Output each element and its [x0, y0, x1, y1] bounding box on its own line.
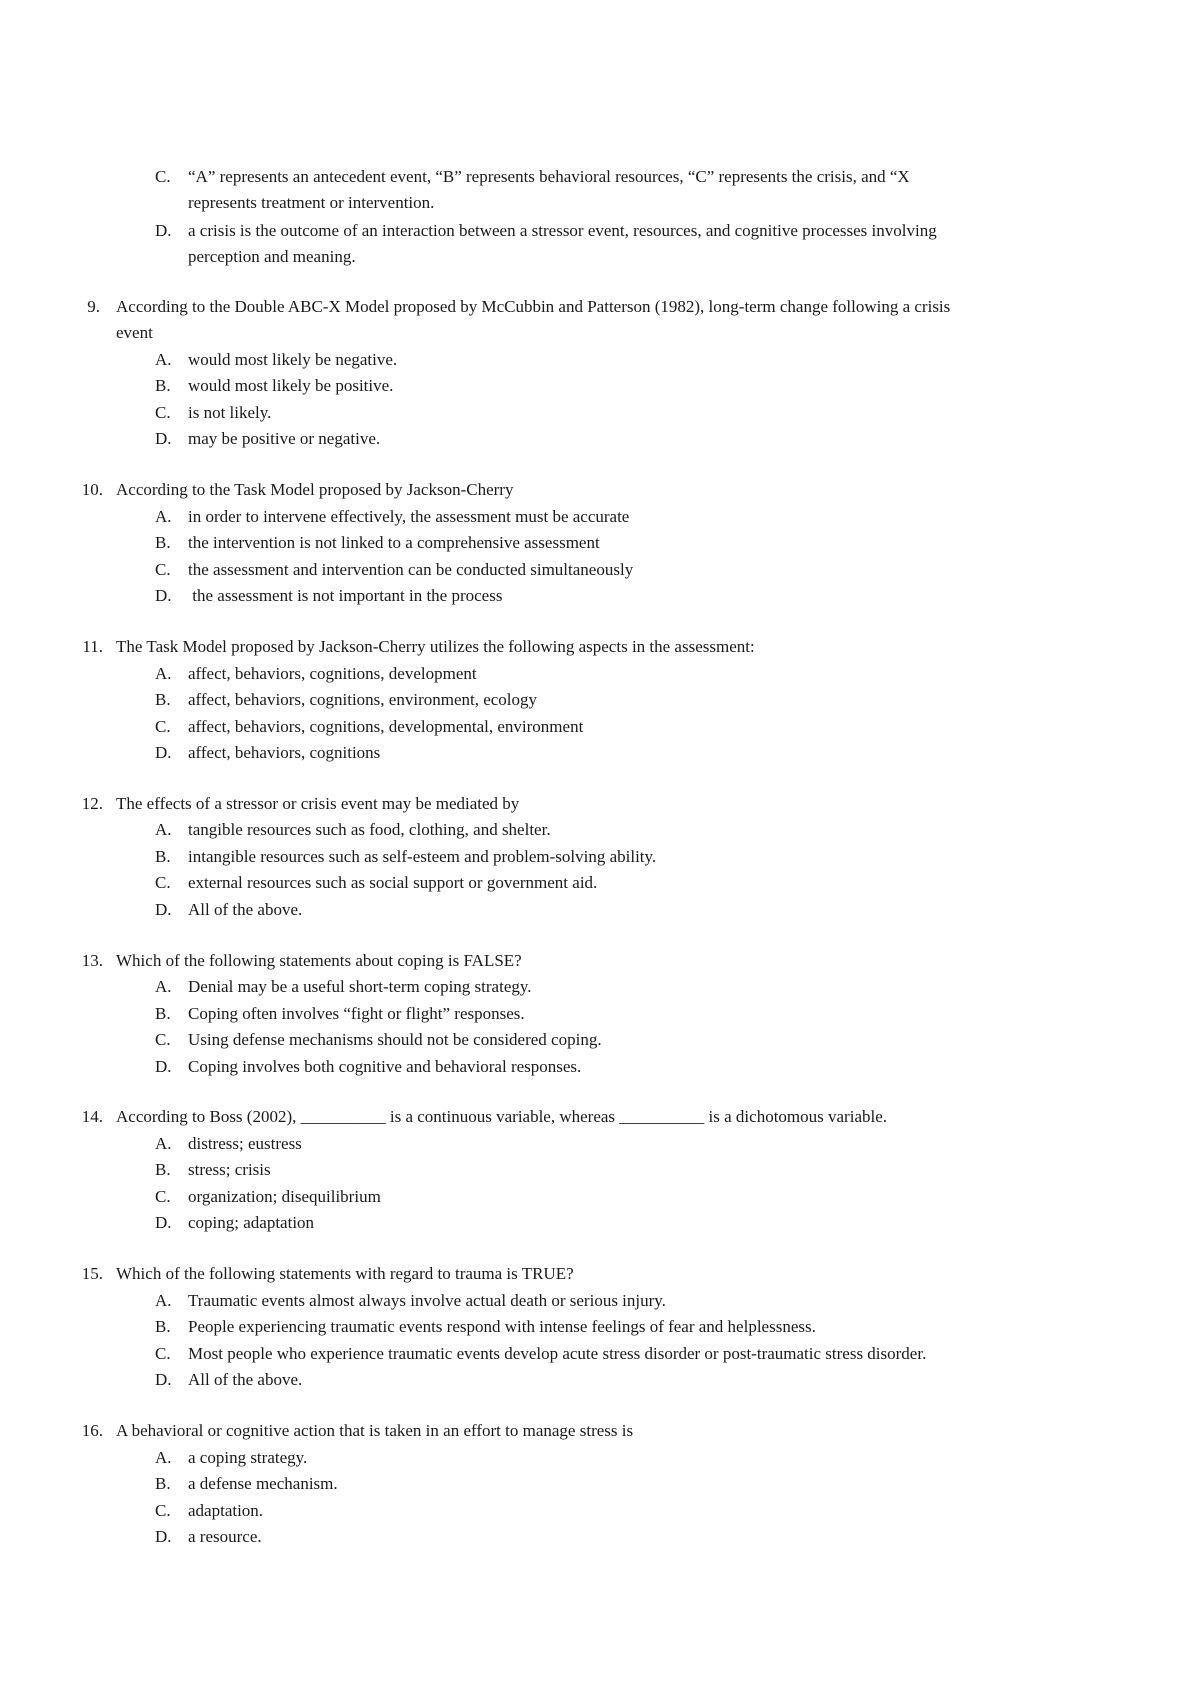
- option-text: Traumatic events almost always involve actual death or serious injury.: [188, 1291, 666, 1310]
- option-text: distress; eustress: [188, 1134, 302, 1153]
- option-text: tangible resources such as food, clothing, and shelter.: [188, 820, 551, 839]
- option-text: represents treatment or intervention.: [188, 193, 435, 212]
- option-letter: B.: [155, 1317, 171, 1336]
- option-letter: C.: [155, 1187, 171, 1206]
- question-number: 13.: [81, 951, 103, 970]
- option-text: adaptation.: [188, 1501, 264, 1520]
- option-letter: A.: [155, 820, 172, 839]
- question-number: 10.: [81, 480, 103, 499]
- option-text: a crisis is the outcome of an interaction between a stressor event, resources, and cognitive processes involving: [188, 221, 937, 240]
- option-letter: D.: [155, 1370, 172, 1389]
- option-letter: B.: [155, 847, 171, 866]
- option-letter: B.: [155, 1474, 171, 1493]
- option-letter: B.: [155, 533, 171, 552]
- option-letter: D.: [155, 586, 172, 605]
- option-letter: B.: [155, 1004, 171, 1023]
- option-letter: C.: [155, 1344, 171, 1363]
- question-text: event: [116, 323, 153, 342]
- option-text: stress; crisis: [188, 1160, 271, 1179]
- option-letter: C.: [155, 167, 171, 186]
- option-text: the intervention is not linked to a comprehensive assessment: [188, 533, 600, 552]
- option-letter: A.: [155, 977, 172, 996]
- option-letter: D.: [155, 743, 172, 762]
- option-text: People experiencing traumatic events respond with intense feelings of fear and helplessness.: [188, 1317, 816, 1336]
- option-text: perception and meaning.: [188, 247, 356, 266]
- option-letter: D.: [155, 1527, 172, 1546]
- option-letter: C.: [155, 1501, 171, 1520]
- option-text: a defense mechanism.: [188, 1474, 338, 1493]
- option-letter: B.: [155, 1160, 171, 1179]
- option-text: affect, behaviors, cognitions, developmental, environment: [188, 717, 584, 736]
- option-text: external resources such as social support or government aid.: [188, 873, 598, 892]
- option-letter: B.: [155, 690, 171, 709]
- option-letter: A.: [155, 507, 172, 526]
- option-letter: A.: [155, 1134, 172, 1153]
- option-text: in order to intervene effectively, the assessment must be accurate: [188, 507, 630, 526]
- option-letter: D.: [155, 1057, 172, 1076]
- option-letter: A.: [155, 664, 172, 683]
- option-text: affect, behaviors, cognitions: [188, 743, 381, 762]
- option-text: organization; disequilibrium: [188, 1187, 381, 1206]
- option-letter: C.: [155, 560, 171, 579]
- option-text: the assessment and intervention can be conducted simultaneously: [188, 560, 634, 579]
- option-text: is not likely.: [188, 403, 272, 422]
- question-text: According to the Double ABC-X Model proposed by McCubbin and Patterson (1982), long-term change following a crisis: [116, 297, 951, 316]
- option-text: Denial may be a useful short-term coping strategy.: [188, 977, 532, 996]
- option-text: would most likely be positive.: [188, 376, 394, 395]
- option-text: Coping involves both cognitive and behavioral responses.: [188, 1057, 582, 1076]
- question-number: 16.: [81, 1421, 103, 1440]
- option-text: coping; adaptation: [188, 1213, 315, 1232]
- option-text: the assessment is not important in the process: [188, 586, 503, 605]
- question-number: 14.: [81, 1107, 103, 1126]
- option-text: may be positive or negative.: [188, 429, 381, 448]
- question-text: According to Boss (2002), __________ is a continuous variable, whereas __________ is a dichotomous variable.: [116, 1107, 888, 1126]
- option-text: affect, behaviors, cognitions, development: [188, 664, 477, 683]
- option-text: intangible resources such as self-esteem and problem-solving ability.: [188, 847, 657, 866]
- question-text: The Task Model proposed by Jackson-Cherry utilizes the following aspects in the assessment:: [116, 637, 755, 656]
- option-text: All of the above.: [188, 1370, 303, 1389]
- option-text: a coping strategy.: [188, 1448, 308, 1467]
- option-text: All of the above.: [188, 900, 303, 919]
- option-letter: D.: [155, 429, 172, 448]
- question-text: The effects of a stressor or crisis event may be mediated by: [116, 794, 520, 813]
- option-letter: C.: [155, 403, 171, 422]
- option-letter: A.: [155, 1448, 172, 1467]
- option-text: would most likely be negative.: [188, 350, 398, 369]
- question-text: Which of the following statements with regard to trauma is TRUE?: [116, 1264, 574, 1283]
- question-number: 15.: [81, 1264, 103, 1283]
- option-letter: D.: [155, 900, 172, 919]
- option-text: Using defense mechanisms should not be considered coping.: [188, 1030, 602, 1049]
- option-text: Coping often involves “fight or flight” responses.: [188, 1004, 525, 1023]
- question-text: A behavioral or cognitive action that is taken in an effort to manage stress is: [116, 1421, 634, 1440]
- option-letter: D.: [155, 1213, 172, 1232]
- option-text: Most people who experience traumatic events develop acute stress disorder or post-traumatic stress disorder.: [188, 1344, 927, 1363]
- question-number: 9.: [87, 297, 100, 316]
- option-letter: C.: [155, 717, 171, 736]
- option-text: “A” represents an antecedent event, “B” represents behavioral resources, “C” represents the crisis, and “X: [188, 167, 910, 186]
- option-letter: D.: [155, 221, 172, 240]
- question-number: 12.: [81, 794, 103, 813]
- option-text: affect, behaviors, cognitions, environment, ecology: [188, 690, 538, 709]
- option-letter: C.: [155, 1030, 171, 1049]
- question-text: Which of the following statements about coping is FALSE?: [116, 951, 522, 970]
- option-text: a resource.: [188, 1527, 262, 1546]
- option-letter: C.: [155, 873, 171, 892]
- question-text: According to the Task Model proposed by Jackson-Cherry: [116, 480, 514, 499]
- option-letter: A.: [155, 1291, 172, 1310]
- question-number: 11.: [82, 637, 103, 656]
- option-letter: A.: [155, 350, 172, 369]
- option-letter: B.: [155, 376, 171, 395]
